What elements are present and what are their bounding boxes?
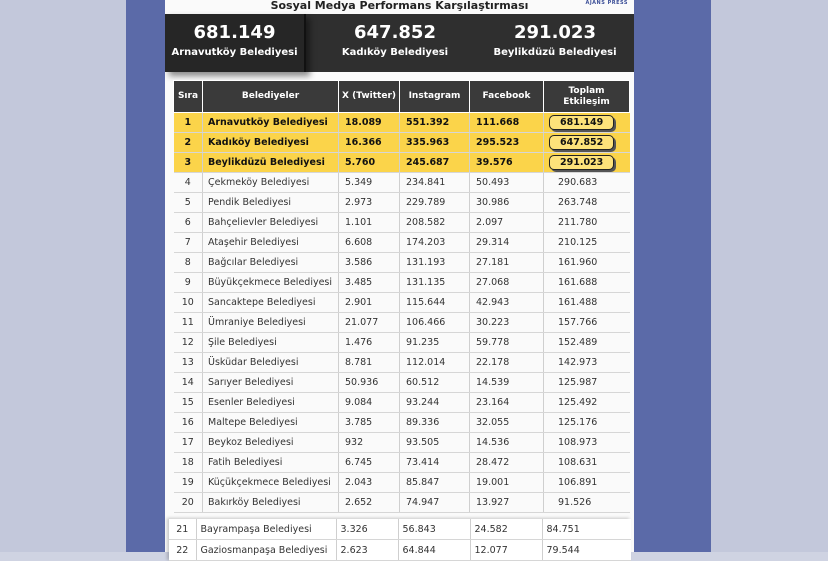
municipality-cell: Maltepe Belediyesi	[203, 413, 339, 433]
overflow-table-row	[169, 540, 631, 561]
table-row	[174, 493, 630, 513]
ranking-table	[173, 80, 630, 513]
instagram-cell: 551.392	[400, 113, 470, 133]
facebook-cell: 2.097	[470, 213, 544, 233]
twitter-cell: 3.326	[336, 519, 398, 540]
instagram-cell: 64.844	[398, 540, 470, 561]
table-row	[174, 273, 630, 293]
table-row	[174, 133, 630, 153]
table-row	[174, 433, 630, 453]
total-cell: 263.748	[544, 193, 630, 213]
table-row	[174, 333, 630, 353]
instagram-cell: 60.512	[400, 373, 470, 393]
column-header-twitter: X (Twitter)	[339, 81, 400, 113]
table-row	[174, 213, 630, 233]
twitter-cell: 6.745	[339, 453, 400, 473]
table-row	[174, 313, 630, 333]
instagram-cell: 56.843	[398, 519, 470, 540]
page-title: Sosyal Medya Performans Karşılaştırması	[270, 0, 529, 12]
total-highlight-pill: 681.149	[549, 115, 614, 130]
rank-cell: 9	[174, 273, 203, 293]
rank-cell: 8	[174, 253, 203, 273]
twitter-cell: 50.936	[339, 373, 400, 393]
total-highlight-pill: 647.852	[549, 135, 614, 150]
total-cell: 125.176	[544, 413, 630, 433]
municipality-cell: Sancaktepe Belediyesi	[203, 293, 339, 313]
municipality-cell: Ataşehir Belediyesi	[203, 233, 339, 253]
total-cell: 125.492	[544, 393, 630, 413]
column-header-instagram: Instagram	[400, 81, 470, 113]
table-row	[174, 473, 630, 493]
facebook-cell: 32.055	[470, 413, 544, 433]
municipality-cell: Beylikdüzü Belediyesi	[203, 153, 339, 173]
municipality-cell: Sarıyer Belediyesi	[203, 373, 339, 393]
twitter-cell: 21.077	[339, 313, 400, 333]
summary-label: Arnavutköy Belediyesi	[171, 47, 298, 58]
facebook-cell: 14.539	[470, 373, 544, 393]
total-cell: 142.973	[544, 353, 630, 373]
facebook-cell: 42.943	[470, 293, 544, 313]
instagram-cell: 106.466	[400, 313, 470, 333]
municipality-cell: Beykoz Belediyesi	[203, 433, 339, 453]
twitter-cell: 16.366	[339, 133, 400, 153]
municipality-cell: Kadıköy Belediyesi	[203, 133, 339, 153]
rank-cell: 14	[174, 373, 203, 393]
table-row	[174, 373, 630, 393]
facebook-cell: 19.001	[470, 473, 544, 493]
twitter-cell: 1.476	[339, 333, 400, 353]
total-cell: 161.688	[544, 273, 630, 293]
total-cell: 157.766	[544, 313, 630, 333]
total-cell: 161.488	[544, 293, 630, 313]
table-row	[174, 453, 630, 473]
municipality-cell: Fatih Belediyesi	[203, 453, 339, 473]
facebook-cell: 111.668	[470, 113, 544, 133]
total-cell: 152.489	[544, 333, 630, 353]
instagram-cell: 93.244	[400, 393, 470, 413]
instagram-cell: 115.644	[400, 293, 470, 313]
total-cell: 161.960	[544, 253, 630, 273]
table-row	[174, 253, 630, 273]
table-row	[174, 293, 630, 313]
twitter-cell: 2.623	[336, 540, 398, 561]
background-left	[0, 0, 126, 552]
table-row	[174, 413, 630, 433]
facebook-cell: 24.582	[470, 519, 542, 540]
twitter-cell: 2.901	[339, 293, 400, 313]
table-row	[174, 393, 630, 413]
rank-cell: 10	[174, 293, 203, 313]
column-header-total: Toplam Etkileşim	[544, 81, 630, 113]
instagram-cell: 335.963	[400, 133, 470, 153]
municipality-cell: Üsküdar Belediyesi	[203, 353, 339, 373]
column-header-rank: Sıra	[174, 81, 203, 113]
rank-cell: 2	[174, 133, 203, 153]
municipality-cell: Ümraniye Belediyesi	[203, 313, 339, 333]
instagram-cell: 245.687	[400, 153, 470, 173]
table-body	[174, 113, 630, 513]
facebook-cell: 14.536	[470, 433, 544, 453]
instagram-cell: 91.235	[400, 333, 470, 353]
instagram-cell: 85.847	[400, 473, 470, 493]
brand-logo: AJANS PRESS	[585, 0, 628, 6]
twitter-cell: 5.349	[339, 173, 400, 193]
rank-cell: 20	[174, 493, 203, 513]
total-cell: 211.780	[544, 213, 630, 233]
municipality-cell: Küçükçekmece Belediyesi	[203, 473, 339, 493]
summary-label: Beylikdüzü Belediyesi	[493, 47, 617, 58]
instagram-cell: 208.582	[400, 213, 470, 233]
total-highlight-pill: 291.023	[549, 155, 614, 170]
facebook-cell: 12.077	[470, 540, 542, 561]
summary-value: 647.852	[354, 22, 436, 43]
twitter-cell: 3.586	[339, 253, 400, 273]
total-cell: 210.125	[544, 233, 630, 253]
total-cell	[544, 153, 630, 173]
municipality-cell: Bayrampaşa Belediyesi	[196, 519, 336, 540]
infographic-document	[165, 0, 634, 552]
rank-cell: 4	[174, 173, 203, 193]
twitter-cell: 2.652	[339, 493, 400, 513]
facebook-cell: 30.986	[470, 193, 544, 213]
total-cell: 290.683	[544, 173, 630, 193]
summary-value: 681.149	[193, 22, 276, 43]
facebook-cell: 22.178	[470, 353, 544, 373]
summary-banner	[165, 14, 634, 72]
summary-stat-third	[485, 14, 625, 72]
instagram-cell: 112.014	[400, 353, 470, 373]
rank-cell: 22	[169, 540, 196, 561]
facebook-cell: 23.164	[470, 393, 544, 413]
twitter-cell: 3.785	[339, 413, 400, 433]
facebook-cell: 30.223	[470, 313, 544, 333]
total-cell: 108.631	[544, 453, 630, 473]
rank-cell: 13	[174, 353, 203, 373]
background-right	[711, 0, 828, 552]
rank-cell: 16	[174, 413, 203, 433]
instagram-cell: 93.505	[400, 433, 470, 453]
rank-cell: 21	[169, 519, 196, 540]
facebook-cell: 59.778	[470, 333, 544, 353]
rank-cell: 3	[174, 153, 203, 173]
municipality-cell: Bakırköy Belediyesi	[203, 493, 339, 513]
total-cell	[544, 133, 630, 153]
overflow-table-card	[169, 519, 631, 561]
facebook-cell: 29.314	[470, 233, 544, 253]
municipality-cell: Pendik Belediyesi	[203, 193, 339, 213]
municipality-cell: Çekmeköy Belediyesi	[203, 173, 339, 193]
table-header-row	[174, 81, 630, 113]
twitter-cell: 2.043	[339, 473, 400, 493]
rank-cell: 17	[174, 433, 203, 453]
total-cell: 79.544	[542, 540, 631, 561]
rank-cell: 7	[174, 233, 203, 253]
twitter-cell: 1.101	[339, 213, 400, 233]
rank-cell: 12	[174, 333, 203, 353]
twitter-cell: 5.760	[339, 153, 400, 173]
facebook-cell: 13.927	[470, 493, 544, 513]
facebook-cell: 28.472	[470, 453, 544, 473]
facebook-cell: 39.576	[470, 153, 544, 173]
table-row	[174, 153, 630, 173]
column-header-municipality: Belediyeler	[203, 81, 339, 113]
instagram-cell: 74.947	[400, 493, 470, 513]
summary-stat-first	[165, 14, 306, 72]
total-cell: 91.526	[544, 493, 630, 513]
table-row	[174, 173, 630, 193]
total-cell: 125.987	[544, 373, 630, 393]
rank-cell: 11	[174, 313, 203, 333]
twitter-cell: 932	[339, 433, 400, 453]
twitter-cell: 8.781	[339, 353, 400, 373]
rank-cell: 5	[174, 193, 203, 213]
municipality-cell: Gaziosmanpaşa Belediyesi	[196, 540, 336, 561]
rank-cell: 19	[174, 473, 203, 493]
total-cell: 106.891	[544, 473, 630, 493]
municipality-cell: Esenler Belediyesi	[203, 393, 339, 413]
instagram-cell: 73.414	[400, 453, 470, 473]
overflow-table-row	[169, 519, 631, 540]
column-header-facebook: Facebook	[470, 81, 544, 113]
instagram-cell: 131.135	[400, 273, 470, 293]
municipality-cell: Büyükçekmece Belediyesi	[203, 273, 339, 293]
total-cell: 108.973	[544, 433, 630, 453]
total-cell: 84.751	[542, 519, 631, 540]
overflow-table-body	[169, 519, 631, 561]
municipality-cell: Bağcılar Belediyesi	[203, 253, 339, 273]
table-row	[174, 193, 630, 213]
twitter-cell: 3.485	[339, 273, 400, 293]
rank-cell: 1	[174, 113, 203, 133]
instagram-cell: 234.841	[400, 173, 470, 193]
rank-cell: 15	[174, 393, 203, 413]
instagram-cell: 174.203	[400, 233, 470, 253]
facebook-cell: 295.523	[470, 133, 544, 153]
instagram-cell: 131.193	[400, 253, 470, 273]
twitter-cell: 6.608	[339, 233, 400, 253]
overflow-table	[169, 519, 631, 561]
instagram-cell: 229.789	[400, 193, 470, 213]
municipality-cell: Bahçelievler Belediyesi	[203, 213, 339, 233]
table-row	[174, 353, 630, 373]
facebook-cell: 27.068	[470, 273, 544, 293]
table-row	[174, 233, 630, 253]
summary-value: 291.023	[514, 22, 596, 43]
rank-cell: 18	[174, 453, 203, 473]
table-row	[174, 113, 630, 133]
total-cell	[544, 113, 630, 133]
rank-cell: 6	[174, 213, 203, 233]
instagram-cell: 89.336	[400, 413, 470, 433]
summary-label: Kadıköy Belediyesi	[341, 47, 449, 58]
facebook-cell: 50.493	[470, 173, 544, 193]
twitter-cell: 2.973	[339, 193, 400, 213]
twitter-cell: 9.084	[339, 393, 400, 413]
facebook-cell: 27.181	[470, 253, 544, 273]
municipality-cell: Şile Belediyesi	[203, 333, 339, 353]
twitter-cell: 18.089	[339, 113, 400, 133]
summary-stat-second	[325, 14, 465, 72]
municipality-cell: Arnavutköy Belediyesi	[203, 113, 339, 133]
